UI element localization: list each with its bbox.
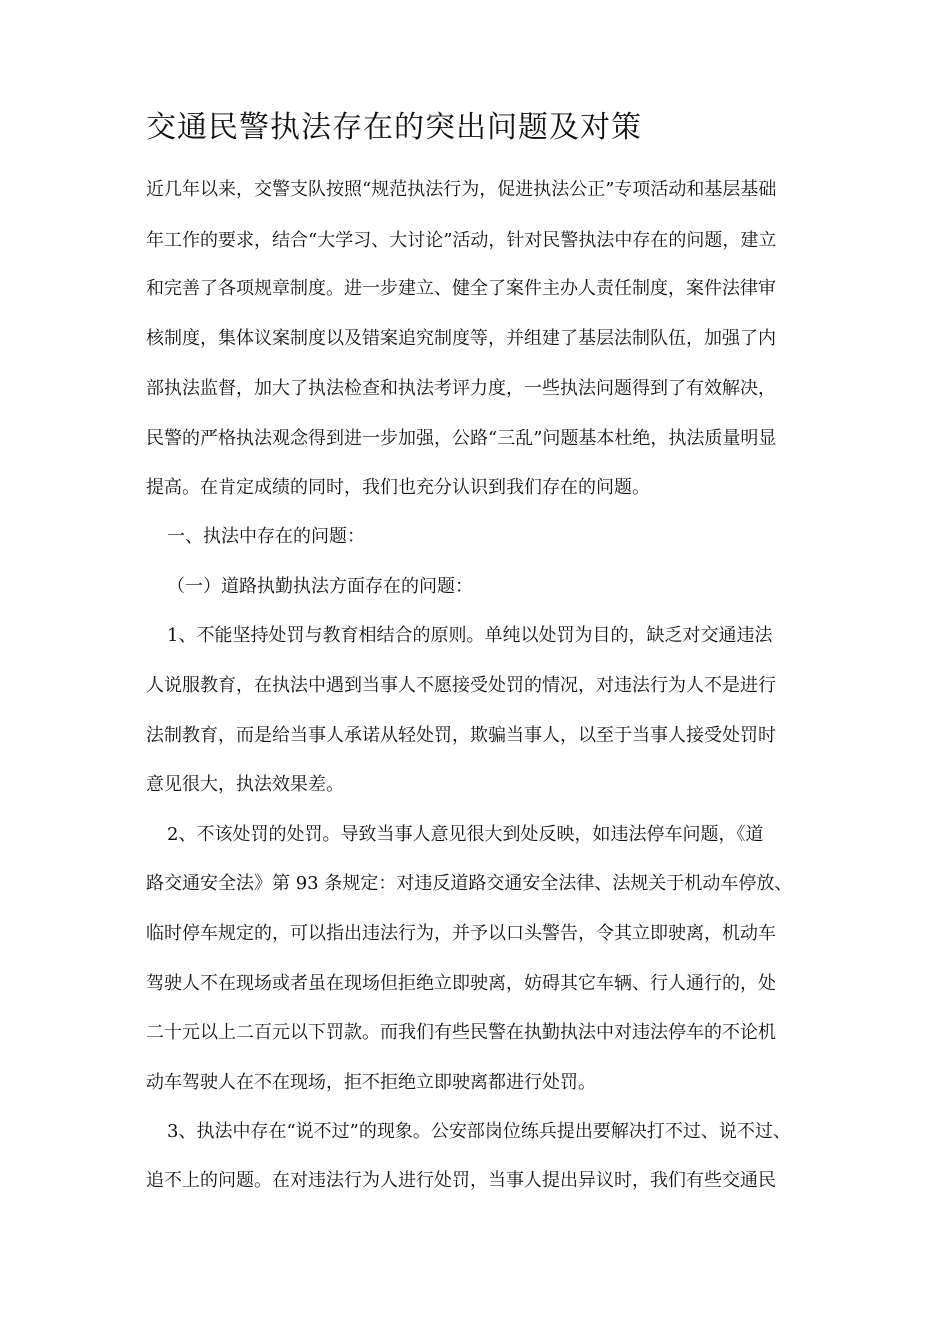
paragraph-line: 临时停车规定的，可以指出违法行为，并予以口头警告，令其立即驶离，机动车 xyxy=(146,923,776,944)
paragraph-line: 驾驶人不在现场或者虽在现场但拒绝立即驶离，妨碍其它车辆、行人通行的，处 xyxy=(146,973,776,994)
paragraph-line: 动车驾驶人在不在现场，拒不拒绝立即驶离都进行处罚。 xyxy=(146,1072,596,1093)
paragraph-line: 法制教育，而是给当事人承诺从轻处罚，欺骗当事人，以至于当事人接受处罚时 xyxy=(146,725,776,746)
paragraph-line: 部执法监督，加大了执法检查和执法考评力度，一些执法问题得到了有效解决， xyxy=(146,378,776,399)
paragraph-line: 和完善了各项规章制度。进一步建立、健全了案件主办人责任制度，案件法律审 xyxy=(146,278,776,299)
paragraph-line: 近几年以来，交警支队按照“规范执法行为，促进执法公正”专项活动和基层基础 xyxy=(146,179,777,200)
paragraph-line: 人说服教育，在执法中遇到当事人不愿接受处罚的情况，对违法行为人不是进行 xyxy=(146,675,776,696)
subsection-heading: （一）道路执勤执法方面存在的问题： xyxy=(167,576,473,597)
paragraph-line: 3、执法中存在“说不过”的现象。公安部岗位练兵提出要解决打不过、说不过、 xyxy=(167,1121,791,1142)
paragraph-line: 路交通安全法》第 93 条规定：对违反道路交通安全法律、法规关于机动车停放、 xyxy=(146,873,793,894)
paragraph-line: 2、不该处罚的处罚。导致当事人意见很大到处反映，如违法停车问题，《道 xyxy=(167,824,764,845)
paragraph-line: 1、不能坚持处罚与教育相结合的原则。单纯以处罚为目的，缺乏对交通违法 xyxy=(167,625,773,646)
paragraph-line: 民警的严格执法观念得到进一步加强，公路“三乱”问题基本杜绝，执法质量明显 xyxy=(146,428,777,449)
paragraph-line: 意见很大，执法效果差。 xyxy=(146,774,344,795)
paragraph-line: 核制度，集体议案制度以及错案追究制度等，并组建了基层法制队伍，加强了内 xyxy=(146,328,776,349)
paragraph-line: 二十元以上二百元以下罚款。而我们有些民警在执勤执法中对违法停车的不论机 xyxy=(146,1022,776,1043)
paragraph-line: 年工作的要求，结合“大学习、大讨论”活动，针对民警执法中存在的问题，建立 xyxy=(146,230,777,251)
paragraph-line: 追不上的问题。在对违法行为人进行处罚，当事人提出异议时，我们有些交通民 xyxy=(146,1170,776,1191)
document-title: 交通民警执法存在的突出问题及对策 xyxy=(146,110,642,145)
paragraph-line: 提高。在肯定成绩的同时，我们也充分认识到我们存在的问题。 xyxy=(146,477,650,498)
section-heading: 一、执法中存在的问题： xyxy=(167,526,365,547)
